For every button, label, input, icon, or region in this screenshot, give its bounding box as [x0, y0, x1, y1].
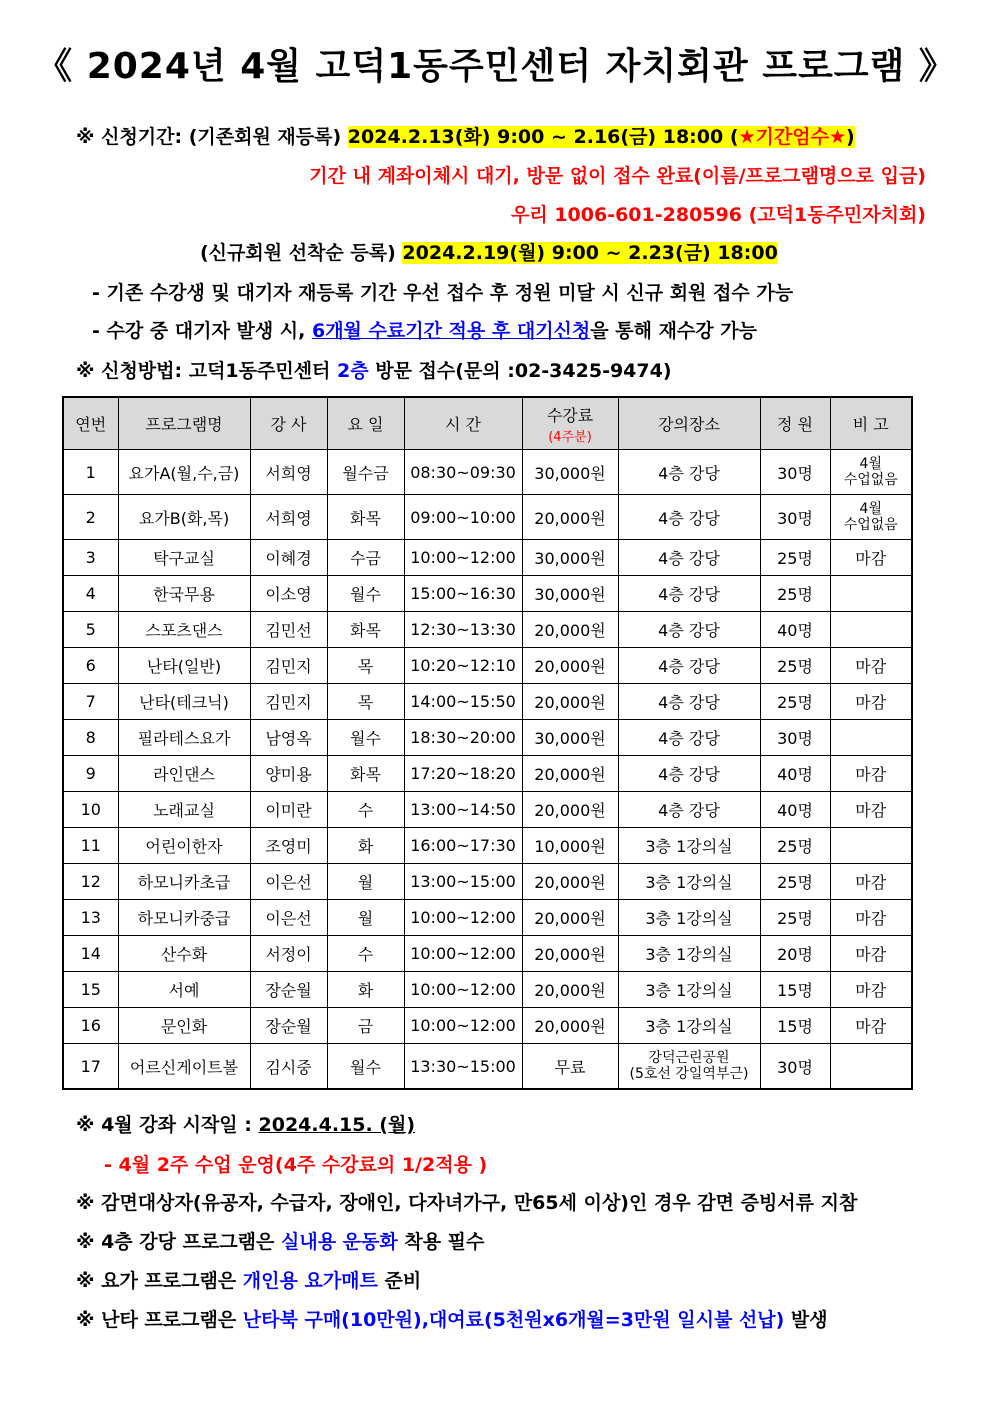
header-fee-sub: (4주분)	[548, 429, 592, 445]
cell-note: 마감	[830, 684, 912, 720]
cell-no: 5	[63, 612, 118, 648]
cell-time: 10:00~12:00	[404, 972, 522, 1008]
header-teacher: 강 사	[250, 397, 327, 450]
cell-capacity: 40명	[760, 756, 830, 792]
nanta-prefix: ※ 난타 프로그램은	[76, 1309, 243, 1331]
cell-name: 산수화	[118, 936, 250, 972]
cell-fee: 20,000원	[522, 495, 618, 540]
cell-teacher: 이소영	[250, 576, 327, 612]
cell-time: 13:00~14:50	[404, 792, 522, 828]
table-row	[63, 864, 912, 900]
cell-day: 목	[327, 684, 404, 720]
table-row	[63, 720, 912, 756]
cell-no: 17	[63, 1044, 118, 1090]
cell-no: 12	[63, 864, 118, 900]
cell-capacity: 20명	[760, 936, 830, 972]
cell-no: 16	[63, 1008, 118, 1044]
cell-time: 10:00~12:00	[404, 936, 522, 972]
apply-method-prefix: ※ 신청방법: 고덕1동주민센터	[76, 360, 338, 382]
cell-capacity: 25명	[760, 648, 830, 684]
cell-place: 4층 강당	[618, 495, 760, 540]
cell-time: 14:00~15:50	[404, 684, 522, 720]
cell-day: 목	[327, 648, 404, 684]
cell-no: 11	[63, 828, 118, 864]
table-row	[63, 1008, 912, 1044]
apply-new-line	[200, 238, 778, 265]
table-row	[63, 900, 912, 936]
cell-fee: 20,000원	[522, 684, 618, 720]
cell-teacher: 서희영	[250, 450, 327, 495]
cell-no: 2	[63, 495, 118, 540]
cell-no: 8	[63, 720, 118, 756]
cell-day: 금	[327, 1008, 404, 1044]
yoga-prefix: ※ 요가 프로그램은	[76, 1270, 243, 1292]
start-date: 2024.4.15. (월)	[258, 1114, 416, 1136]
cell-fee: 20,000원	[522, 1008, 618, 1044]
discount-note: ※ 감면대상자(유공자, 수급자, 장애인, 다자녀가구, 만65세 이상)인 경우 감면 증빙서류 지참	[76, 1192, 858, 1214]
cell-note	[830, 720, 912, 756]
cell-note: 마감	[830, 756, 912, 792]
cell-teacher: 이미란	[250, 792, 327, 828]
cell-fee: 30,000원	[522, 576, 618, 612]
cell-capacity: 30명	[760, 720, 830, 756]
note-waitlist	[92, 316, 757, 343]
cell-capacity: 25명	[760, 900, 830, 936]
cell-time: 18:30~20:00	[404, 720, 522, 756]
cell-place: 4층 강당	[618, 612, 760, 648]
cell-note: 마감	[830, 792, 912, 828]
cell-fee: 20,000원	[522, 612, 618, 648]
cell-name: 요가B(화,목)	[118, 495, 250, 540]
apply-existing-line	[76, 122, 855, 149]
cell-name: 난타(일반)	[118, 648, 250, 684]
cell-time: 13:00~15:00	[404, 864, 522, 900]
table-row	[63, 450, 912, 495]
nanta-suffix: 발생	[784, 1309, 828, 1331]
cell-day: 월수	[327, 720, 404, 756]
cell-capacity: 40명	[760, 792, 830, 828]
note-waitlist-highlight: 6개월 수료기간 적용 후 대기신청	[311, 320, 591, 342]
table-row	[63, 1044, 912, 1090]
table-row	[63, 828, 912, 864]
cell-teacher: 김민지	[250, 684, 327, 720]
table-row	[63, 936, 912, 972]
cell-fee: 30,000원	[522, 540, 618, 576]
start-note: - 4월 2주 수업 운영(4주 수강료의 1/2적용 )	[104, 1154, 488, 1176]
cell-time: 09:00~10:00	[404, 495, 522, 540]
cell-teacher: 남영옥	[250, 720, 327, 756]
cell-capacity: 25명	[760, 684, 830, 720]
cell-fee: 20,000원	[522, 864, 618, 900]
cell-place: 3층 1강의실	[618, 972, 760, 1008]
cell-fee: 20,000원	[522, 900, 618, 936]
cell-place: 4층 강당	[618, 792, 760, 828]
cell-no: 13	[63, 900, 118, 936]
cell-place: 4층 강당	[618, 720, 760, 756]
cell-no: 7	[63, 684, 118, 720]
apply-method-floor: 2층	[337, 360, 369, 382]
page-title: 《 2024년 4월 고덕1동주민센터 자치회관 프로그램 》	[36, 46, 956, 87]
cell-place: 4층 강당	[618, 684, 760, 720]
apply-new-label: (신규회원 선착순 등록)	[200, 242, 403, 264]
cell-note	[830, 576, 912, 612]
cell-name: 노래교실	[118, 792, 250, 828]
note-priority: - 기존 수강생 및 대기자 재등록 기간 우선 접수 후 정원 미달 시 신규 회원 접수 가능	[92, 282, 794, 304]
cell-teacher: 김민지	[250, 648, 327, 684]
cell-note: 마감	[830, 900, 912, 936]
cell-fee: 20,000원	[522, 936, 618, 972]
cell-no: 9	[63, 756, 118, 792]
cell-teacher: 이은선	[250, 864, 327, 900]
cell-time: 15:00~16:30	[404, 576, 522, 612]
shoes-note	[76, 1227, 484, 1254]
cell-teacher: 이은선	[250, 900, 327, 936]
cell-place: 3층 1강의실	[618, 936, 760, 972]
cell-day: 월수	[327, 576, 404, 612]
cell-note: 마감	[830, 648, 912, 684]
cell-capacity: 30명	[760, 1044, 830, 1090]
cell-note: 마감	[830, 972, 912, 1008]
cell-fee: 20,000원	[522, 972, 618, 1008]
cell-note: 마감	[830, 936, 912, 972]
table-row	[63, 540, 912, 576]
header-time: 시 간	[404, 397, 522, 450]
shoes-prefix: ※ 4층 강당 프로그램은	[76, 1231, 281, 1253]
cell-note: 마감	[830, 864, 912, 900]
cell-no: 10	[63, 792, 118, 828]
cell-name: 난타(테크닉)	[118, 684, 250, 720]
cell-no: 4	[63, 576, 118, 612]
cell-name: 스포츠댄스	[118, 612, 250, 648]
nanta-note	[76, 1305, 828, 1332]
cell-name: 한국무용	[118, 576, 250, 612]
cell-name: 어르신게이트볼	[118, 1044, 250, 1090]
cell-time: 16:00~17:30	[404, 828, 522, 864]
cell-fee: 20,000원	[522, 648, 618, 684]
cell-note: 마감	[830, 1008, 912, 1044]
cell-teacher: 서희영	[250, 495, 327, 540]
cell-day: 화목	[327, 495, 404, 540]
cell-day: 월수	[327, 1044, 404, 1090]
table-header-row	[63, 397, 912, 450]
cell-fee: 10,000원	[522, 828, 618, 864]
cell-teacher: 장순월	[250, 1008, 327, 1044]
yoga-highlight: 개인용 요가매트	[242, 1270, 378, 1292]
cell-teacher: 김민선	[250, 612, 327, 648]
cell-place: 3층 1강의실	[618, 828, 760, 864]
cell-day: 화	[327, 828, 404, 864]
transfer-note: 기간 내 계좌이체시 대기, 방문 없이 접수 완료(이름/프로그램명으로 입금)	[309, 165, 926, 187]
cell-no: 3	[63, 540, 118, 576]
cell-note	[830, 612, 912, 648]
cell-teacher: 조영미	[250, 828, 327, 864]
header-capacity: 정 원	[760, 397, 830, 450]
cell-name: 라인댄스	[118, 756, 250, 792]
cell-capacity: 25명	[760, 828, 830, 864]
existing-strict-note: ★기간엄수★	[738, 126, 846, 148]
cell-teacher: 장순월	[250, 972, 327, 1008]
cell-capacity: 25명	[760, 864, 830, 900]
cell-fee: 무료	[522, 1044, 618, 1090]
cell-time: 10:00~12:00	[404, 540, 522, 576]
shoes-highlight: 실내용 운동화	[280, 1231, 398, 1253]
table-row	[63, 648, 912, 684]
cell-day: 수금	[327, 540, 404, 576]
cell-place: 4층 강당	[618, 540, 760, 576]
cell-place: 4층 강당	[618, 576, 760, 612]
header-name: 프로그램명	[118, 397, 250, 450]
cell-name: 문인화	[118, 1008, 250, 1044]
cell-capacity: 30명	[760, 495, 830, 540]
header-note: 비 고	[830, 397, 912, 450]
cell-teacher: 이혜경	[250, 540, 327, 576]
start-date-line	[76, 1110, 415, 1137]
header-place: 강의장소	[618, 397, 760, 450]
cell-day: 화목	[327, 756, 404, 792]
note-waitlist-prefix: - 수강 중 대기자 발생 시,	[92, 320, 312, 342]
existing-period: 2024.2.13(화) 9:00 ~ 2.16(금) 18:00 (	[347, 126, 739, 148]
note-waitlist-suffix: 을 통해 재수강 가능	[590, 320, 757, 342]
cell-note: 마감	[830, 540, 912, 576]
existing-period-highlight	[348, 126, 855, 148]
cell-place: 4층 강당	[618, 648, 760, 684]
cell-day: 월	[327, 864, 404, 900]
cell-name: 필라테스요가	[118, 720, 250, 756]
apply-existing-label: (기존회원 재등록)	[188, 126, 348, 148]
table-row	[63, 576, 912, 612]
yoga-suffix: 준비	[377, 1270, 422, 1292]
table-row	[63, 756, 912, 792]
cell-no: 15	[63, 972, 118, 1008]
table-row	[63, 612, 912, 648]
cell-time: 13:30~15:00	[404, 1044, 522, 1090]
cell-capacity: 40명	[760, 612, 830, 648]
cell-day: 수	[327, 792, 404, 828]
cell-day: 화	[327, 972, 404, 1008]
cell-capacity: 25명	[760, 576, 830, 612]
table-row	[63, 684, 912, 720]
cell-time: 08:30~09:30	[404, 450, 522, 495]
cell-name: 서예	[118, 972, 250, 1008]
cell-capacity: 15명	[760, 972, 830, 1008]
cell-place: 4층 강당	[618, 756, 760, 792]
cell-no: 14	[63, 936, 118, 972]
cell-teacher: 양미용	[250, 756, 327, 792]
existing-close: )	[846, 126, 855, 148]
cell-place: 4층 강당	[618, 450, 760, 495]
cell-capacity: 30명	[760, 450, 830, 495]
cell-teacher: 김시중	[250, 1044, 327, 1090]
apply-method-suffix: 방문 접수(문의 :02-3425-9474)	[368, 360, 672, 382]
shoes-suffix: 착용 필수	[397, 1231, 485, 1253]
cell-time: 10:00~12:00	[404, 1008, 522, 1044]
table-row	[63, 972, 912, 1008]
cell-fee: 30,000원	[522, 450, 618, 495]
cell-place: 강덕근린공원 (5호선 강일역부근)	[618, 1044, 760, 1090]
cell-fee: 30,000원	[522, 720, 618, 756]
new-period: 2024.2.19(월) 9:00 ~ 2.23(금) 18:00	[402, 242, 778, 264]
cell-note	[830, 1044, 912, 1090]
program-table	[62, 396, 913, 1090]
cell-name: 어린이한자	[118, 828, 250, 864]
cell-teacher: 서정이	[250, 936, 327, 972]
cell-day: 월	[327, 900, 404, 936]
cell-time: 17:20~18:20	[404, 756, 522, 792]
apply-label: ※ 신청기간:	[76, 126, 189, 148]
cell-note: 4월 수업없음	[830, 450, 912, 495]
cell-day: 월수금	[327, 450, 404, 495]
cell-note: 4월 수업없음	[830, 495, 912, 540]
cell-no: 1	[63, 450, 118, 495]
cell-name: 탁구교실	[118, 540, 250, 576]
cell-day: 수	[327, 936, 404, 972]
cell-name: 요가A(월,수,금)	[118, 450, 250, 495]
cell-name: 하모니카초급	[118, 864, 250, 900]
header-no: 연번	[63, 397, 118, 450]
cell-note	[830, 828, 912, 864]
cell-capacity: 15명	[760, 1008, 830, 1044]
cell-place: 3층 1강의실	[618, 1008, 760, 1044]
cell-place: 3층 1강의실	[618, 864, 760, 900]
table-row	[63, 495, 912, 540]
apply-method	[76, 356, 672, 383]
start-date-prefix: ※ 4월 강좌 시작일 :	[76, 1114, 259, 1136]
cell-time: 10:00~12:00	[404, 900, 522, 936]
table-row	[63, 792, 912, 828]
cell-time: 10:20~12:10	[404, 648, 522, 684]
header-fee-label: 수강료	[546, 405, 594, 425]
yoga-note	[76, 1266, 421, 1293]
cell-fee: 20,000원	[522, 756, 618, 792]
cell-day: 화목	[327, 612, 404, 648]
cell-name: 하모니카중급	[118, 900, 250, 936]
nanta-highlight: 난타북 구매(10만원),대여료(5천원x6개월=3만원 일시불 선납)	[242, 1309, 785, 1331]
cell-place: 3층 1강의실	[618, 900, 760, 936]
cell-no: 6	[63, 648, 118, 684]
cell-fee: 20,000원	[522, 792, 618, 828]
cell-time: 12:30~13:30	[404, 612, 522, 648]
account-info: 우리 1006-601-280596 (고덕1동주민자치회)	[511, 204, 926, 226]
header-day: 요 일	[327, 397, 404, 450]
cell-capacity: 25명	[760, 540, 830, 576]
header-fee	[522, 397, 618, 450]
